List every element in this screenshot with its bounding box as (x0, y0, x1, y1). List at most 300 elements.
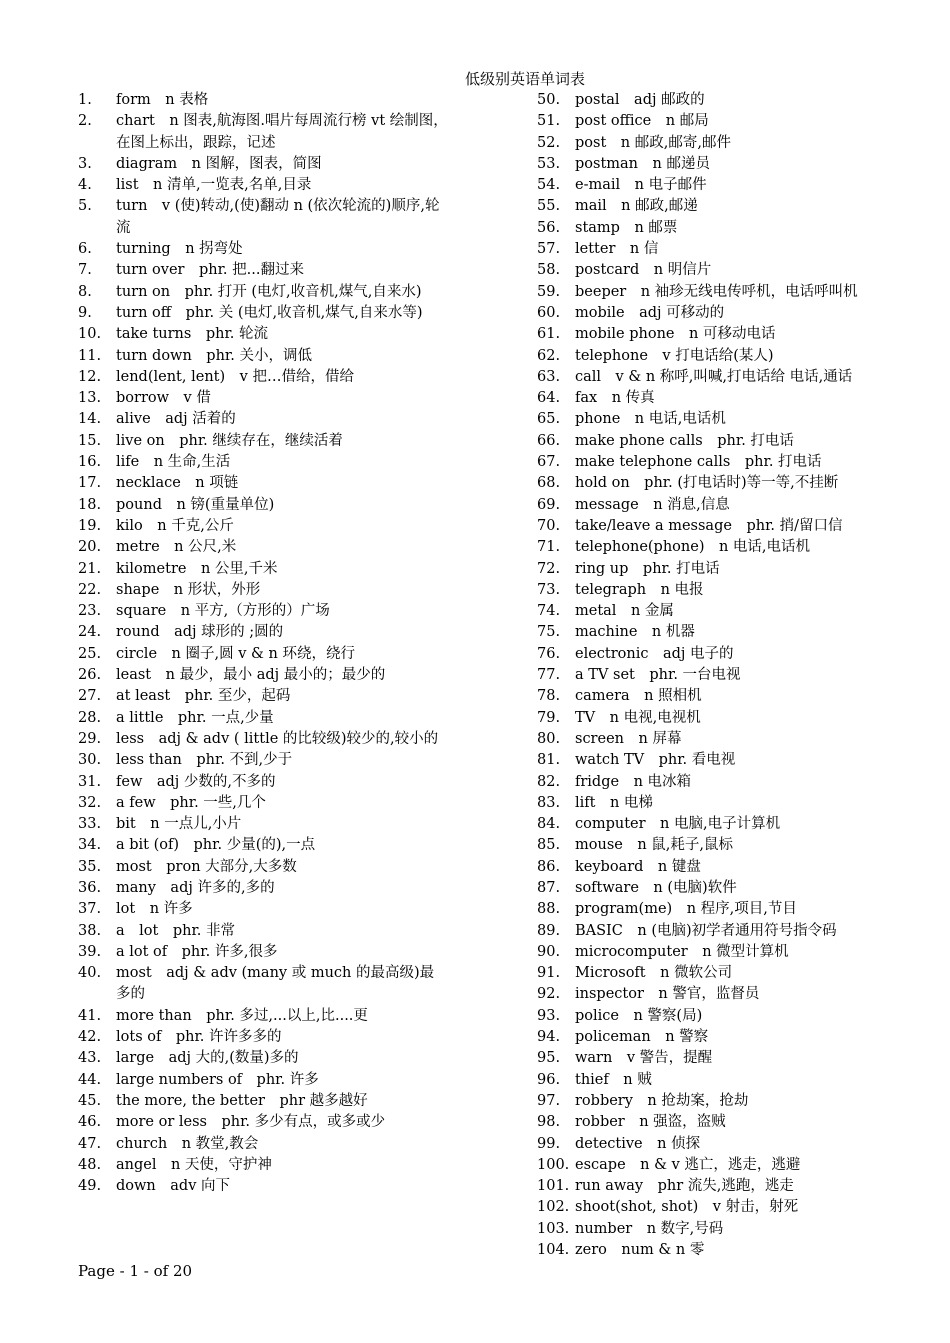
word-entry (537, 1176, 907, 1197)
entry-text: diagram n 图解，图表，简图 (116, 155, 322, 172)
word-entry (78, 154, 448, 175)
word-entry (78, 473, 448, 494)
entry-number: 13. (78, 390, 102, 407)
page-footer: Page - 1 - of 20 (78, 1262, 193, 1280)
entry-text: zero num & n 零 (575, 1242, 705, 1259)
entry-number: 93. (537, 1007, 561, 1024)
entry-text: thief n 贼 (575, 1071, 652, 1088)
entry-number: 53. (537, 155, 561, 172)
word-entry (78, 1091, 448, 1112)
entry-number: 83. (537, 794, 561, 811)
entry-text: turn down phr. 关小，调低 (116, 347, 312, 364)
word-entry (78, 835, 448, 856)
entry-number: 54. (537, 177, 561, 194)
entry-number: 24. (78, 624, 102, 641)
word-entry (537, 495, 907, 516)
word-entry (537, 537, 907, 558)
entry-text: microcomputer n 微型计算机 (575, 943, 789, 960)
word-entry (537, 260, 907, 281)
word-entry (78, 963, 448, 1006)
entry-number: 57. (537, 241, 561, 258)
entry-text: live on phr. 继续存在，继续活着 (116, 432, 343, 449)
word-entry (537, 1070, 907, 1091)
entry-number: 75. (537, 624, 561, 641)
entry-number: 38. (78, 922, 102, 939)
word-entry (537, 1219, 907, 1240)
entry-number: 41. (78, 1007, 102, 1024)
entry-text: camera n 照相机 (575, 688, 702, 705)
entry-number: 59. (537, 283, 561, 300)
entry-text: lend(lent, lent) v 把…借给，借给 (116, 368, 354, 385)
word-entry (78, 686, 448, 707)
entry-text: mail n 邮政,邮递 (575, 198, 698, 215)
entry-text: pound n 镑(重量单位) (116, 496, 275, 513)
word-entry (78, 814, 448, 835)
entry-number: 43. (78, 1050, 102, 1067)
entry-text: least n 最少，最小 adj 最小的；最少的 (116, 667, 386, 684)
entry-text: ring up phr. 打电话 (575, 560, 720, 577)
entry-number: 87. (537, 879, 561, 896)
word-entry (537, 1155, 907, 1176)
entry-text: a lot phr. 非常 (116, 922, 236, 939)
word-entry (537, 218, 907, 239)
word-entry (537, 686, 907, 707)
entry-number: 7. (78, 262, 92, 279)
entry-text: a TV set phr. 一台电视 (575, 667, 741, 684)
entry-number: 97. (537, 1092, 561, 1109)
entry-number: 96. (537, 1071, 561, 1088)
entry-number: 22. (78, 581, 102, 598)
entry-number: 84. (537, 816, 561, 833)
entry-text: turn v (使)转动,(使)翻动 n (依次轮流的)顺序,轮流 (116, 198, 440, 236)
entry-text: round adj 球形的 ;圆的 (116, 624, 284, 641)
word-entry (78, 921, 448, 942)
entry-text: take turns phr. 轮流 (116, 326, 269, 343)
entry-number: 52. (537, 134, 561, 151)
entry-text: fridge n 电冰箱 (575, 773, 692, 790)
word-entry (537, 644, 907, 665)
entry-number: 62. (537, 347, 561, 364)
word-entry (78, 899, 448, 920)
entry-text: software n (电脑)软件 (575, 879, 737, 896)
entry-number: 74. (537, 603, 561, 620)
entry-number: 40. (78, 965, 102, 982)
entry-text: post n 邮政,邮寄,邮件 (575, 134, 731, 151)
entry-text: mouse n 鼠,耗子,鼠标 (575, 837, 734, 854)
entry-text: turning n 拐弯处 (116, 241, 243, 258)
entry-text: alive adj 活着的 (116, 411, 236, 428)
entry-number: 63. (537, 368, 561, 385)
word-entry (537, 1006, 907, 1027)
entry-text: turn over phr. 把...翻过来 (116, 262, 304, 279)
word-entry (537, 814, 907, 835)
word-entry (537, 963, 907, 984)
entry-number: 34. (78, 837, 102, 854)
word-entry (537, 111, 907, 132)
entry-number: 2. (78, 113, 92, 130)
word-entry (78, 90, 448, 111)
entry-number: 51. (537, 113, 561, 130)
entry-text: phone n 电话,电话机 (575, 411, 726, 428)
entry-number: 92. (537, 986, 561, 1003)
word-list-right-column (537, 90, 907, 1261)
word-entry (537, 878, 907, 899)
entry-number: 86. (537, 858, 561, 875)
entry-number: 46. (78, 1114, 102, 1131)
word-entry (78, 1176, 448, 1197)
entry-number: 48. (78, 1156, 102, 1173)
word-entry (78, 580, 448, 601)
entry-text: shape n 形状，外形 (116, 581, 261, 598)
entry-number: 89. (537, 922, 561, 939)
entry-number: 21. (78, 560, 102, 577)
word-entry (78, 1112, 448, 1133)
entry-text: letter n 信 (575, 241, 659, 258)
word-entry (78, 601, 448, 622)
entry-text: a lot of phr. 许多,很多 (116, 943, 278, 960)
word-entry (78, 260, 448, 281)
entry-number: 81. (537, 752, 561, 769)
entry-text: shoot(shot, shot) v 射击，射死 (575, 1199, 799, 1216)
word-entry (537, 729, 907, 750)
entry-number: 42. (78, 1029, 102, 1046)
word-entry (537, 452, 907, 473)
entry-number: 64. (537, 390, 561, 407)
entry-text: computer n 电脑,电子计算机 (575, 816, 781, 833)
word-entry (537, 175, 907, 196)
entry-number: 44. (78, 1071, 102, 1088)
page-title: 低级别英语单词表 (464, 70, 585, 88)
entry-text: post office n 邮局 (575, 113, 709, 130)
entry-number: 60. (537, 304, 561, 321)
word-entry (78, 857, 448, 878)
entry-text: metal n 金属 (575, 603, 674, 620)
entry-number: 80. (537, 730, 561, 747)
entry-number: 98. (537, 1114, 561, 1131)
entry-number: 5. (78, 198, 92, 215)
entry-number: 45. (78, 1092, 102, 1109)
word-entry (537, 133, 907, 154)
word-entry (537, 1197, 907, 1218)
entry-number: 8. (78, 283, 92, 300)
entry-text: a little phr. 一点,少量 (116, 709, 274, 726)
word-entry (78, 388, 448, 409)
entry-text: screen n 屏幕 (575, 730, 682, 747)
entry-text: robbery n 抢劫案，抢劫 (575, 1092, 749, 1109)
word-entry (537, 90, 907, 111)
entry-number: 30. (78, 752, 102, 769)
word-entry (78, 409, 448, 430)
word-entry (537, 559, 907, 580)
entry-text: chart n 图表,航海图.唱片每周流行榜 vt 绘制图，在图上标出，跟踪，记述 (116, 113, 448, 151)
entry-text: BASIC n (电脑)初学者通用符号指令码 (575, 922, 837, 939)
entry-text: few adj 少数的,不多的 (116, 773, 276, 790)
entry-number: 58. (537, 262, 561, 279)
word-entry (537, 1134, 907, 1155)
word-entry (537, 516, 907, 537)
word-entry (537, 431, 907, 452)
word-entry (537, 921, 907, 942)
entry-text: detective n 侦探 (575, 1135, 701, 1152)
entry-text: mobile adj 可移动的 (575, 304, 725, 321)
entry-text: robber n 强盗，盗贼 (575, 1114, 726, 1131)
entry-text: beeper n 袖珍无线电传呼机，电话呼叫机 (575, 283, 858, 300)
word-entry (78, 239, 448, 260)
word-entry (78, 559, 448, 580)
entry-text: inspector n 警官，监督员 (575, 986, 760, 1003)
entry-number: 78. (537, 688, 561, 705)
entry-number: 27. (78, 688, 102, 705)
entry-number: 73. (537, 581, 561, 598)
entry-number: 68. (537, 475, 561, 492)
entry-number: 4. (78, 177, 92, 194)
entry-number: 15. (78, 432, 102, 449)
word-entry (537, 346, 907, 367)
entry-text: lift n 电梯 (575, 794, 653, 811)
entry-text: telephone(phone) n 电话,电话机 (575, 539, 811, 556)
entry-text: metre n 公尺,米 (116, 539, 237, 556)
entry-text: run away phr 流失,逃跑，逃走 (575, 1178, 794, 1195)
word-entry (537, 154, 907, 175)
word-entry (537, 708, 907, 729)
word-entry (78, 665, 448, 686)
entry-text: a few phr. 一些,几个 (116, 794, 266, 811)
word-entry (78, 622, 448, 643)
entry-number: 18. (78, 496, 102, 513)
entry-text: the more, the better phr 越多越好 (116, 1092, 368, 1109)
entry-number: 9. (78, 304, 92, 321)
entry-text: mobile phone n 可移动电话 (575, 326, 776, 343)
entry-text: a bit (of) phr. 少量(的),一点 (116, 837, 316, 854)
entry-number: 49. (78, 1178, 102, 1195)
word-entry (78, 111, 448, 154)
word-entry (537, 303, 907, 324)
entry-text: church n 教堂,教会 (116, 1135, 259, 1152)
word-entry (537, 622, 907, 643)
entry-text: form n 表格 (116, 92, 209, 108)
entry-number: 17. (78, 475, 102, 492)
entry-number: 29. (78, 730, 102, 747)
entry-number: 67. (537, 454, 561, 471)
word-entry (537, 1091, 907, 1112)
entry-number: 39. (78, 943, 102, 960)
entry-number: 23. (78, 603, 102, 620)
word-entry (78, 196, 448, 239)
entry-text: telephone v 打电话给(某人) (575, 347, 774, 364)
word-entry (537, 196, 907, 217)
entry-text: watch TV phr. 看电视 (575, 752, 736, 769)
word-entry (537, 367, 907, 388)
entry-text: make telephone calls phr. 打电话 (575, 454, 822, 471)
entry-number: 55. (537, 198, 561, 215)
word-entry (537, 835, 907, 856)
entry-number: 35. (78, 858, 102, 875)
word-entry (537, 984, 907, 1005)
entry-number: 20. (78, 539, 102, 556)
word-entry (537, 1027, 907, 1048)
entry-text: program(me) n 程序,项目,节目 (575, 901, 797, 918)
entry-text: more or less phr. 多少有点，或多或少 (116, 1114, 386, 1131)
entry-text: message n 消息,信息 (575, 496, 730, 513)
word-entry (537, 409, 907, 430)
entry-text: lots of phr. 许许多多的 (116, 1029, 282, 1046)
entry-text: square n 平方,（方形的）广场 (116, 603, 330, 620)
entry-number: 36. (78, 879, 102, 896)
word-entry (78, 495, 448, 516)
entry-number: 28. (78, 709, 102, 726)
word-entry (78, 346, 448, 367)
word-entry (78, 452, 448, 473)
word-entry (78, 1155, 448, 1176)
entry-text: turn off phr. 关 (电灯,收音机,煤气,自来水等) (116, 304, 423, 321)
entry-number: 88. (537, 901, 561, 918)
entry-number: 79. (537, 709, 561, 726)
entry-text: lot n 许多 (116, 901, 193, 918)
entry-text: large adj 大的,(数量)多的 (116, 1050, 299, 1067)
entry-number: 101. (537, 1178, 570, 1195)
word-list-left-column (78, 90, 448, 1197)
entry-text: life n 生命,生活 (116, 454, 231, 471)
word-entry (78, 324, 448, 345)
entry-text: stamp n 邮票 (575, 219, 678, 236)
word-entry (78, 772, 448, 793)
entry-text: keyboard n 键盘 (575, 858, 701, 875)
entry-text: angel n 天使，守护神 (116, 1156, 272, 1173)
entry-text: large numbers of phr. 许多 (116, 1071, 319, 1088)
word-entry (537, 239, 907, 260)
entry-text: postal adj 邮政的 (575, 92, 705, 108)
entry-text: telegraph n 电报 (575, 581, 704, 598)
entry-number: 61. (537, 326, 561, 343)
entry-text: warn v 警告，提醒 (575, 1050, 713, 1067)
word-entry (537, 1112, 907, 1133)
entry-number: 103. (537, 1220, 570, 1237)
word-entry (537, 665, 907, 686)
entry-number: 100. (537, 1156, 570, 1173)
word-entry (537, 942, 907, 963)
word-entry (78, 942, 448, 963)
entry-number: 31. (78, 773, 102, 790)
entry-number: 72. (537, 560, 561, 577)
entry-number: 76. (537, 645, 561, 662)
word-entry (78, 708, 448, 729)
entry-number: 70. (537, 517, 561, 534)
entry-number: 95. (537, 1050, 561, 1067)
entry-number: 69. (537, 496, 561, 513)
entry-text: borrow v 借 (116, 390, 211, 407)
entry-text: make phone calls phr. 打电话 (575, 432, 794, 449)
entry-number: 6. (78, 241, 92, 258)
word-entry (537, 793, 907, 814)
entry-number: 50. (537, 92, 561, 108)
entry-number: 56. (537, 219, 561, 236)
entry-text: kilometre n 公里,千米 (116, 560, 278, 577)
word-entry (78, 1134, 448, 1155)
entry-number: 82. (537, 773, 561, 790)
entry-number: 77. (537, 667, 561, 684)
entry-number: 91. (537, 965, 561, 982)
entry-number: 85. (537, 837, 561, 854)
entry-number: 37. (78, 901, 102, 918)
entry-text: at least phr. 至少，起码 (116, 688, 291, 705)
word-entry (537, 580, 907, 601)
entry-text: electronic adj 电子的 (575, 645, 734, 662)
word-entry (78, 175, 448, 196)
word-entry (78, 878, 448, 899)
entry-text: circle n 圈子,圆 v & n 环绕，绕行 (116, 645, 355, 662)
entry-text: TV n 电视,电视机 (575, 709, 701, 726)
word-entry (78, 516, 448, 537)
word-entry (537, 324, 907, 345)
entry-text: kilo n 千克,公斤 (116, 517, 234, 534)
entry-text: e-mail n 电子邮件 (575, 177, 707, 194)
word-entry (78, 793, 448, 814)
word-entry (78, 644, 448, 665)
entry-text: more than phr. 多过,...以上,比....更 (116, 1007, 368, 1024)
entry-text: most pron 大部分,大多数 (116, 858, 297, 875)
word-entry (78, 1070, 448, 1091)
word-entry (537, 1240, 907, 1261)
word-entry (537, 282, 907, 303)
word-entry (537, 772, 907, 793)
entry-text: less adj & adv ( little 的比较级)较少的,较小的 (116, 730, 439, 747)
entry-number: 11. (78, 347, 102, 364)
entry-number: 16. (78, 454, 102, 471)
entry-number: 66. (537, 432, 561, 449)
entry-number: 3. (78, 155, 92, 172)
entry-number: 104. (537, 1242, 570, 1259)
entry-number: 1. (78, 92, 92, 108)
entry-number: 102. (537, 1199, 570, 1216)
entry-text: down adv 向下 (116, 1178, 230, 1195)
entry-text: fax n 传真 (575, 390, 655, 407)
entry-text: bit n 一点儿,小片 (116, 816, 242, 833)
entry-text: necklace n 项链 (116, 475, 239, 492)
word-entry (537, 473, 907, 494)
entry-text: turn on phr. 打开 (电灯,收音机,煤气,自来水) (116, 283, 422, 300)
entry-number: 47. (78, 1135, 102, 1152)
entry-number: 26. (78, 667, 102, 684)
entry-text: many adj 许多的,多的 (116, 879, 275, 896)
word-entry (78, 431, 448, 452)
word-entry (537, 750, 907, 771)
entry-text: call v & n 称呼,叫喊,打电话给 电话,通话 (575, 368, 853, 385)
word-entry (78, 1048, 448, 1069)
entry-number: 65. (537, 411, 561, 428)
entry-number: 19. (78, 517, 102, 534)
word-entry (78, 303, 448, 324)
entry-number: 12. (78, 368, 102, 385)
word-entry (537, 601, 907, 622)
entry-number: 90. (537, 943, 561, 960)
entry-text: machine n 机器 (575, 624, 695, 641)
word-entry (537, 388, 907, 409)
entry-text: less than phr. 不到,少于 (116, 752, 293, 769)
word-entry (78, 729, 448, 750)
entry-text: policeman n 警察 (575, 1029, 709, 1046)
word-entry (78, 537, 448, 558)
word-entry (537, 899, 907, 920)
entry-number: 94. (537, 1029, 561, 1046)
entry-number: 33. (78, 816, 102, 833)
word-entry (537, 857, 907, 878)
entry-text: list n 清单,一览表,名单,目录 (116, 177, 312, 194)
word-entry (78, 282, 448, 303)
entry-number: 10. (78, 326, 102, 343)
entry-number: 25. (78, 645, 102, 662)
entry-number: 32. (78, 794, 102, 811)
word-entry (78, 1006, 448, 1027)
